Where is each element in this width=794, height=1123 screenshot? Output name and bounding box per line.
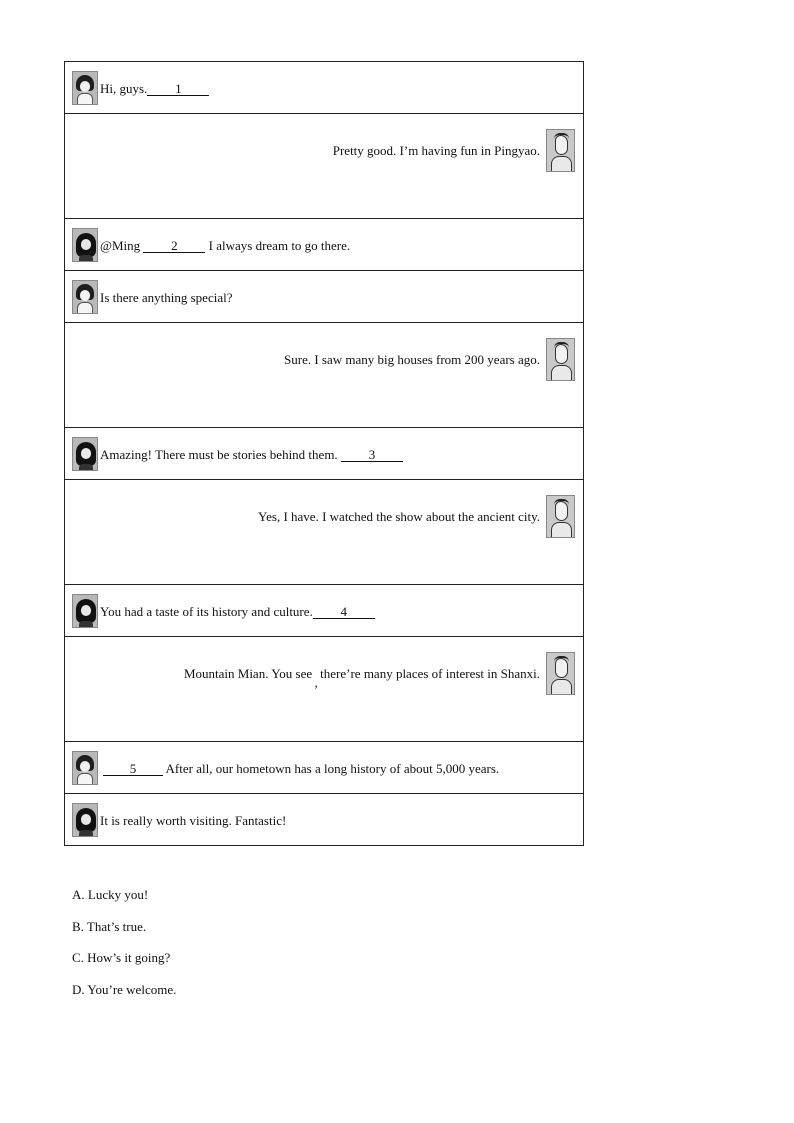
dialogue-row-11 [65, 794, 584, 846]
blank-5: 5 [103, 762, 163, 776]
message-text: It is really worth visiting. Fantastic! [100, 812, 287, 828]
girl-avatar-icon [72, 751, 98, 785]
message-text: You had a taste of its history and culture. 4 [100, 604, 375, 619]
dark-hair-avatar-icon [72, 803, 98, 837]
message-text: 5 After all, our hometown has a long history of about 5,000 years. [100, 761, 499, 776]
dialogue-row-5 [65, 323, 584, 428]
option-b: B. That’s true. [72, 918, 147, 934]
boy-avatar-icon [546, 495, 575, 538]
dark-hair-avatar-icon [72, 228, 98, 262]
dialogue-row-8 [65, 585, 584, 637]
option-a: A. Lucky you! [72, 887, 149, 902]
dialogue-row-6 [65, 428, 584, 480]
option-c: C. How’s it going? [72, 950, 171, 965]
boy-avatar-icon [546, 338, 575, 381]
dark-hair-avatar-icon [72, 594, 98, 628]
dialogue-row-9 [65, 637, 584, 742]
message-text: Is there anything special? [100, 289, 233, 305]
boy-avatar-icon [546, 652, 575, 695]
blank-4: 4 [313, 605, 375, 619]
message-text: Hi, guys. 1 [100, 81, 209, 96]
girl-avatar-icon [72, 280, 98, 314]
dialogue-row-1 [65, 62, 584, 114]
blank-1: 1 [147, 82, 209, 96]
message-text: @Ming 2 I always dream to go there. [100, 237, 351, 253]
dialogue-row-7 [65, 480, 584, 585]
boy-avatar-icon [546, 129, 575, 172]
dialogue-row-4 [65, 271, 584, 323]
message-text: Yes, I have. I watched the show about the ancient city. [258, 509, 540, 524]
message-text: Mountain Mian. You see,there’re many places of interest in Shanxi. [183, 666, 540, 690]
dialogue-row-2 [65, 114, 584, 219]
girl-avatar-icon [72, 71, 98, 105]
message-text: Amazing! There must be stories behind them. 3 [100, 447, 403, 462]
message-text: Sure. I saw many big houses from 200 years ago. [284, 352, 540, 367]
message-text: Pretty good. I’m having fun in Pingyao. [332, 143, 540, 158]
dialogue-table [64, 61, 584, 846]
dialogue-row-10 [65, 742, 584, 794]
blank-2: 2 [143, 239, 205, 253]
dark-hair-avatar-icon [72, 437, 98, 471]
blank-3: 3 [341, 448, 403, 462]
answer-options [72, 887, 176, 1013]
option-d: D. You’re welcome. [72, 981, 177, 997]
comma-mark: , [314, 675, 318, 690]
dialogue-row-3 [65, 219, 584, 271]
